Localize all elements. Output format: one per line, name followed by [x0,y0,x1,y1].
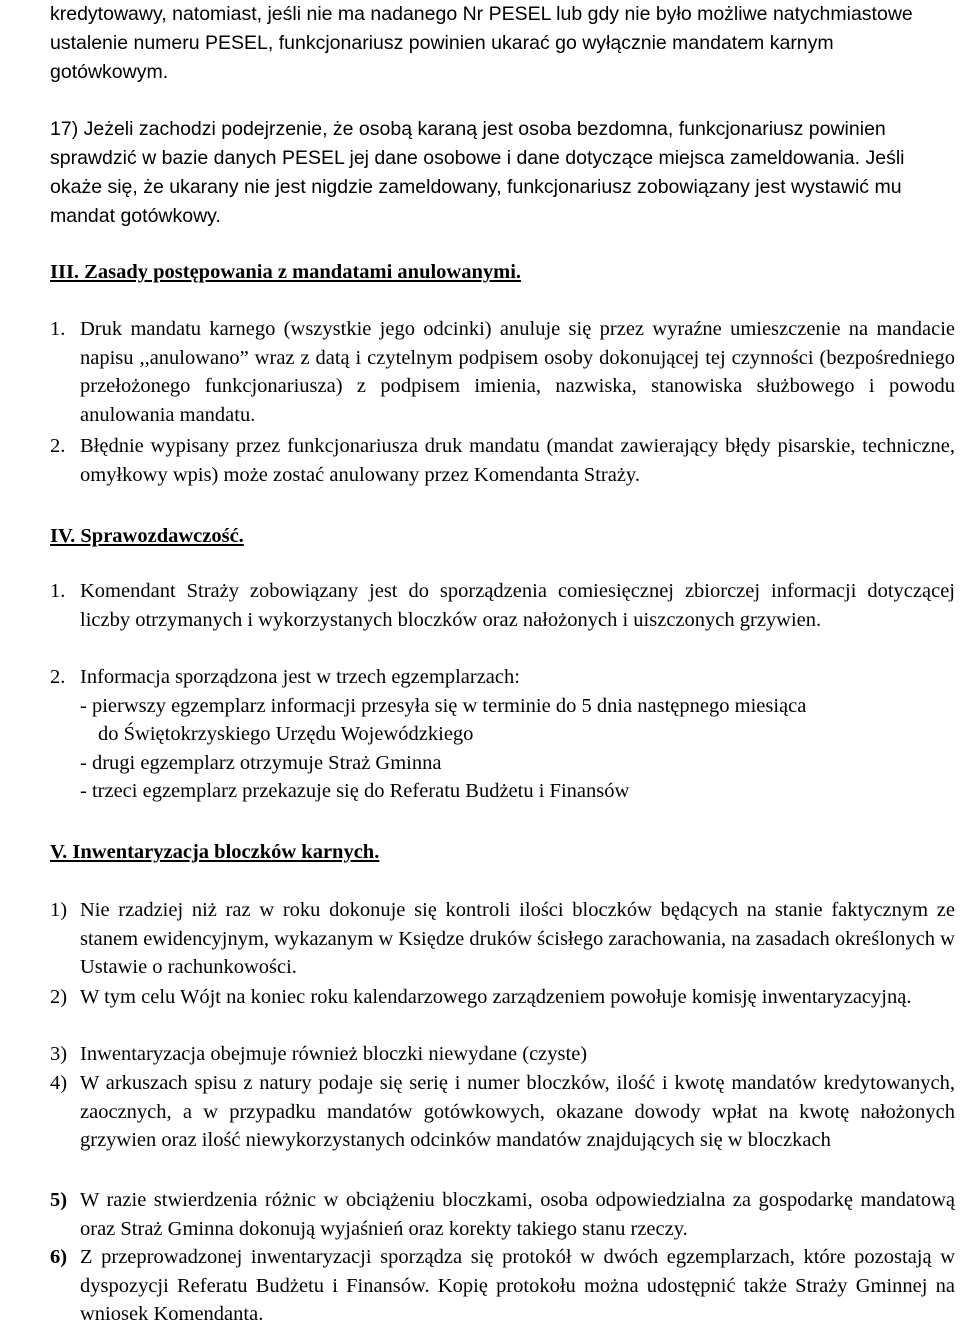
section-3-item [50,432,955,489]
item-number: 4) [50,1072,68,1094]
section-4-item [50,577,955,634]
section-5-item [50,1069,955,1155]
section-3-heading: III. Zasady postępowania z mandatami anulowanymi. [50,261,522,283]
section-5-item [50,1243,955,1329]
item-text: W tym celu Wójt na koniec roku kalendarzowego zarządzeniem powołuje komisję inwentaryzacyjną. [80,986,912,1008]
item-number: 5) [50,1189,68,1211]
item-text: Nie rzadziej niż raz w roku dokonuje się kontroli ilości bloczków będących na stanie faktycznym ze stanem ewidencyjnym, wykazanym w Księdze druków ścisłego zarachowania, na zasadach określonych w Ustawie o rachunkowości. [80,899,955,979]
section-5-heading: V. Inwentaryzacja bloczków karnych. [50,841,380,863]
item-number: 1) [50,899,68,921]
item-text: Druk mandatu karnego (wszystkie jego odcinki) anuluje się przez wyraźne umieszczenie na mandacie napisu ,,anulowano” wraz z datą i czytelnym podpisem osoby dokonującej tej czynności (bezpośredniego przełożonego funkcjonariusza) z podpisem imienia, nazwiska, stanowiska służbowego i powodu anulowania mandatu. [80,318,955,426]
dash-item: - trzeci egzemplarz przekazuje się do Referatu Budżetu i Finansów [80,780,630,803]
item-text: Informacja sporządzona jest w trzech egzemplarzach: [80,666,520,688]
dash-item-continuation: do Świętokrzyskiego Urzędu Wojewódzkiego [98,723,474,746]
item-text: Błędnie wypisany przez funkcjonariusza druk mandatu (mandat zawierający błędy pisarskie, techniczne, omyłkowy wpis) może zostać anulowany przez Komendanta Straży. [80,435,955,486]
item-number: 2. [50,435,66,457]
point-17-paragraph: 17) Jeżeli zachodzi podejrzenie, że osobą karaną jest osoba bezdomna, funkcjonariusz powinien sprawdzić w bazie danych PESEL jej dane osobowe i dane dotyczące miejsca zameldowania. Jeśli okaże się, że ukarany nie jest nigdzie zameldowany, funkcjonariusz zobowiązany jest wystawić mu mandat gotówkowy. [50,118,905,227]
item-number: 2. [50,666,66,688]
item-text: W razie stwierdzenia różnic w obciążeniu bloczkami, osoba odpowiedzialna za gospodarkę mandatową oraz Straż Gminna dokonują wyjaśnień oraz korekty takiego stanu rzeczy. [80,1189,955,1240]
dash-item: - drugi egzemplarz otrzymuje Straż Gminna [80,751,442,774]
section-5-item [50,1040,955,1069]
section-5-item [50,896,955,982]
item-number: 6) [50,1246,68,1268]
dash-item: - pierwszy egzemplarz informacji przesyła się w terminie do 5 dnia następnego miesiąca [80,694,807,717]
section-4-heading: IV. Sprawozdawczość. [50,525,244,547]
item-text: W arkuszach spisu z natury podaje się serię i numer bloczków, ilość i kwotę mandatów kredytowanych, zaocznych, a w przypadku mandatów gotówkowych, okazane dowody wpłat na kwotę nałożonych grzywien oraz ilość niewykorzystanych odcinków mandatów znajdujących się w bloczkach [80,1072,955,1152]
item-number: 3) [50,1043,68,1065]
intro-paragraph: kredytowawy, natomiast, jeśli nie ma nadanego Nr PESEL lub gdy nie było możliwe natychmiastowe ustalenie numeru PESEL, funkcjonariusz powinien ukarać go wyłącznie mandatem karnym gotówkowym. [50,3,913,83]
item-number: 1. [50,318,66,340]
item-number: 1. [50,580,66,602]
item-text: Inwentaryzacja obejmuje również bloczki niewydane (czyste) [80,1043,588,1065]
section-4-item [50,663,955,806]
item-text: Z przeprowadzonej inwentaryzacji sporządza się protokół w dwóch egzemplarzach, które pozostają w dyspozycji Referatu Budżetu i Finansów. Kopię protokołu można udostępnić także Straży Gminnej na wniosek Komendanta. [80,1246,955,1326]
section-5-item [50,1186,955,1243]
section-3-item [50,315,955,429]
item-text: Komendant Straży zobowiązany jest do sporządzenia comiesięcznej zbiorczej informacji dotyczącej liczby otrzymanych i wykorzystanych bloczków oraz nałożonych i uiszczonych grzywien. [80,580,955,631]
section-5-item [50,983,955,1012]
item-number: 2) [50,986,68,1008]
